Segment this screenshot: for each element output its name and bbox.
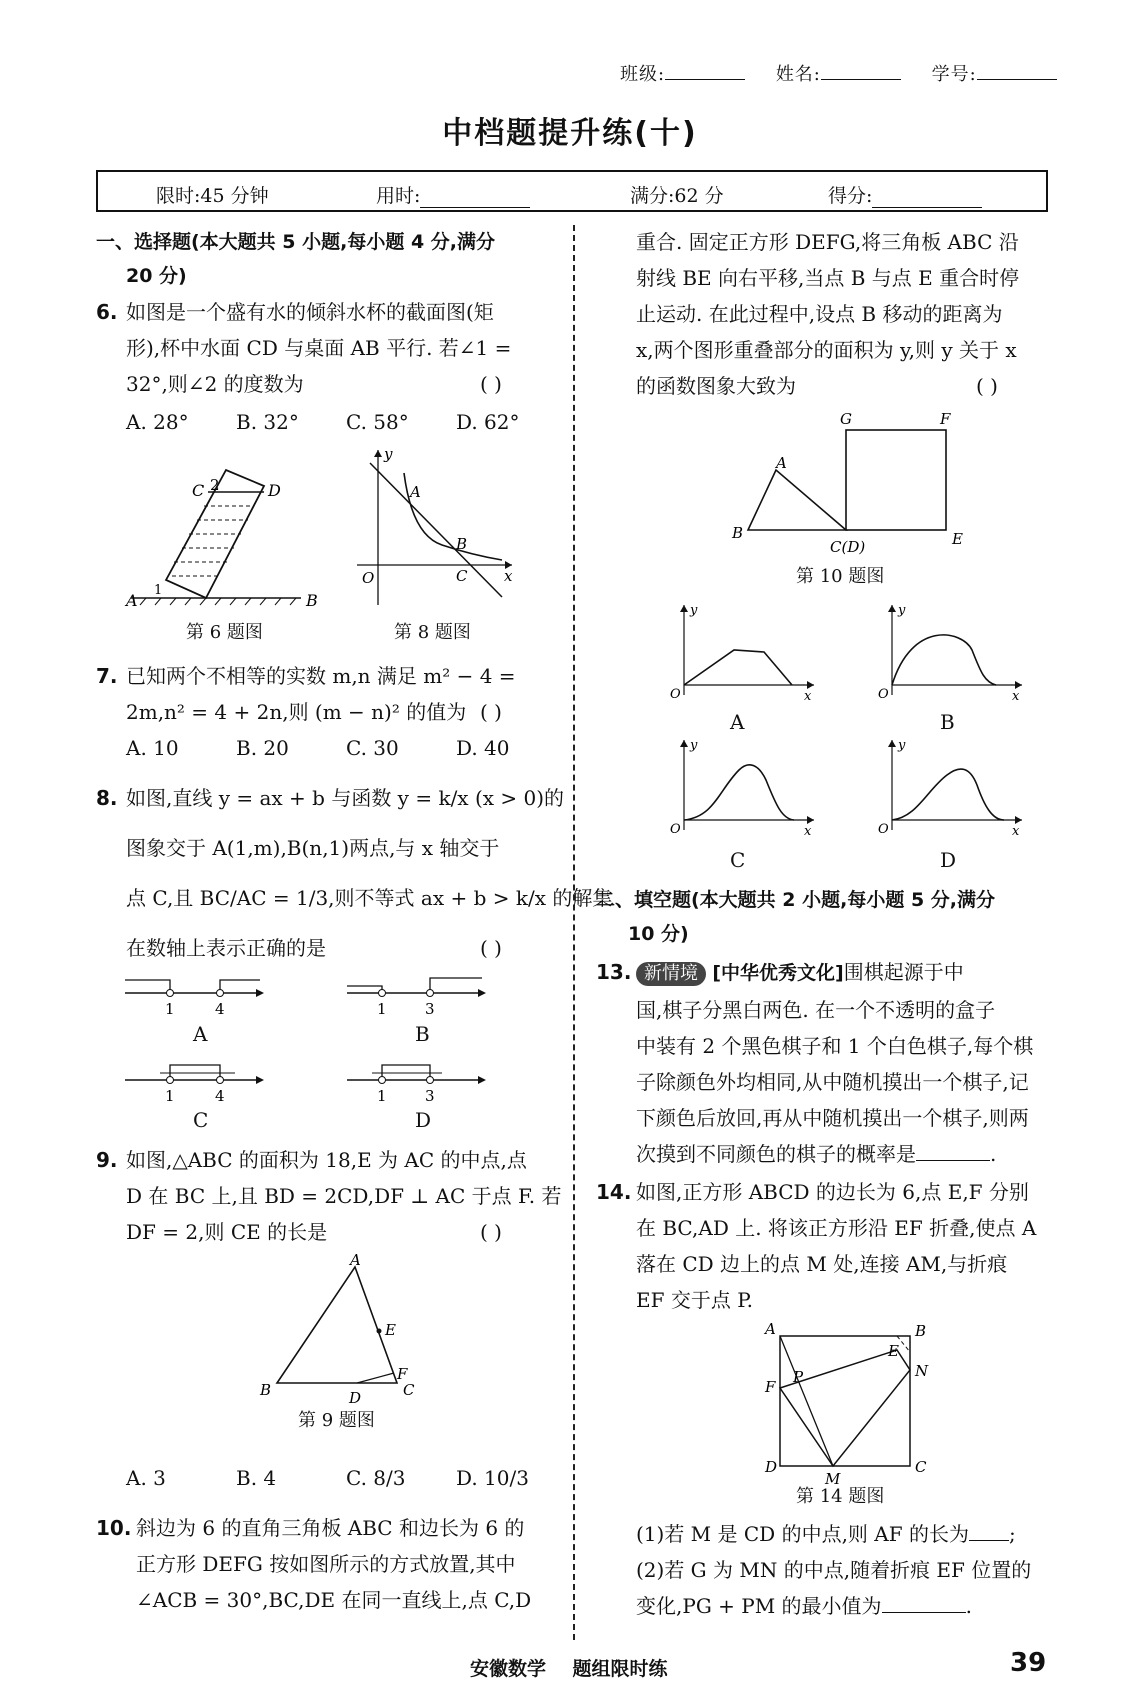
q8-number: 8. bbox=[96, 786, 118, 810]
q10-answer-paren[interactable]: ( ) bbox=[976, 374, 998, 398]
figure-6-caption: 第 6 题图 bbox=[186, 622, 263, 643]
svg-text:1: 1 bbox=[154, 583, 163, 598]
svg-text:O: O bbox=[878, 822, 889, 837]
q9-text: 如图,△ABC 的面积为 18,E 为 AC 的中点,点 bbox=[126, 1148, 527, 1172]
svg-text:N: N bbox=[915, 1362, 929, 1380]
svg-text:C: C bbox=[403, 1381, 415, 1399]
footer-book-title: 安徽数学 题组限时练 bbox=[470, 1658, 668, 1680]
numberline-label: 1 bbox=[165, 1000, 175, 1018]
q7-text: 已知两个不相等的实数 m,n 满足 m² − 4 = bbox=[126, 664, 516, 688]
svg-text:O: O bbox=[878, 687, 889, 702]
q6-text: 32°,则∠2 的度数为 bbox=[126, 372, 304, 396]
q7-option-a[interactable]: A. 10 bbox=[126, 736, 179, 760]
svg-text:C: C bbox=[192, 481, 205, 500]
class-label: 班级: bbox=[620, 64, 666, 85]
svg-text:A: A bbox=[765, 1320, 776, 1338]
svg-text:x: x bbox=[1012, 689, 1020, 704]
svg-text:2: 2 bbox=[210, 476, 220, 494]
page-title: 中档题提升练(十) bbox=[442, 116, 698, 151]
q13-lead bbox=[636, 960, 964, 986]
q13-answer-blank[interactable] bbox=[916, 1160, 990, 1161]
q8-answer-paren[interactable]: ( ) bbox=[480, 936, 502, 960]
q14-text: EF 交于点 P. bbox=[636, 1288, 753, 1312]
q14-part2-blank[interactable] bbox=[882, 1612, 966, 1613]
svg-text:D: D bbox=[765, 1458, 778, 1476]
name-blank[interactable] bbox=[821, 79, 901, 80]
figure-8-caption: 第 8 题图 bbox=[394, 622, 471, 643]
q10-text: 射线 BE 向右平移,当点 B 与点 E 重合时停 bbox=[636, 266, 1020, 290]
section2-heading: 二、填空题(本大题共 2 小题,每小题 5 分,满分 bbox=[596, 889, 996, 911]
q13-topic: [中华优秀文化] bbox=[712, 962, 844, 984]
page-number: 39 bbox=[1010, 1648, 1047, 1678]
student-info-fields bbox=[620, 60, 1081, 86]
graph-option-c bbox=[664, 735, 824, 845]
q13-text: 次摸到不同颜色的棋子的概率是 . bbox=[636, 1142, 997, 1166]
svg-text:B: B bbox=[306, 591, 318, 610]
svg-text:A: A bbox=[126, 591, 138, 610]
graph-option-d bbox=[872, 735, 1032, 845]
numberline-c-letter[interactable]: C bbox=[193, 1108, 209, 1132]
q9-option-d[interactable]: D. 10/3 bbox=[456, 1466, 529, 1490]
q14-number: 14. bbox=[596, 1180, 632, 1204]
svg-text:M: M bbox=[825, 1470, 841, 1488]
numberline-label: 1 bbox=[377, 1087, 387, 1105]
q6-answer-paren[interactable]: ( ) bbox=[480, 372, 502, 396]
svg-text:D: D bbox=[268, 481, 281, 500]
figure-6-cup bbox=[126, 460, 326, 610]
score: 得分: bbox=[828, 181, 982, 208]
q6-number: 6. bbox=[96, 300, 118, 324]
svg-text:x: x bbox=[804, 824, 812, 839]
svg-text:F: F bbox=[397, 1365, 408, 1383]
svg-text:E: E bbox=[888, 1342, 899, 1360]
svg-text:G: G bbox=[840, 410, 852, 428]
q9-option-b[interactable]: B. 4 bbox=[236, 1466, 277, 1490]
graph-option-a-letter[interactable]: A bbox=[730, 710, 745, 734]
q7-number: 7. bbox=[96, 664, 118, 688]
q7-answer-paren[interactable]: ( ) bbox=[480, 700, 502, 724]
figure-9-caption: 第 9 题图 bbox=[298, 1410, 375, 1431]
numberline-b-letter[interactable]: B bbox=[415, 1022, 430, 1046]
q8-text: 在数轴上表示正确的是 bbox=[126, 936, 326, 960]
figure-10-square-triangle bbox=[728, 408, 968, 558]
svg-text:A: A bbox=[410, 483, 421, 501]
q14-part1-blank[interactable] bbox=[969, 1540, 1009, 1541]
q9-option-c[interactable]: C. 8/3 bbox=[346, 1466, 406, 1490]
q14-text: 在 BC,AD 上. 将该正方形沿 EF 折叠,使点 A bbox=[636, 1216, 1037, 1240]
svg-text:x: x bbox=[1012, 824, 1020, 839]
full-score: 满分:62 分 bbox=[630, 185, 724, 207]
numberline-a bbox=[120, 968, 270, 1028]
svg-text:E: E bbox=[952, 530, 963, 548]
svg-text:y: y bbox=[690, 603, 698, 618]
figure-14-fold bbox=[755, 1320, 935, 1488]
q7-text: 2m,n² = 4 + 2n,则 (m − n)² 的值为 bbox=[126, 700, 467, 724]
q6-text: 形),杯中水面 CD 与桌面 AB 平行. 若∠1 = bbox=[126, 336, 512, 360]
q7-option-d[interactable]: D. 40 bbox=[456, 736, 510, 760]
svg-text:C: C bbox=[456, 567, 468, 585]
numberline-d-letter[interactable]: D bbox=[415, 1108, 432, 1132]
svg-text:x: x bbox=[504, 567, 513, 585]
svg-text:O: O bbox=[670, 822, 681, 837]
svg-text:O: O bbox=[670, 687, 681, 702]
q13-text: 下颜色后放回,再从中随机摸出一个棋子,则两 bbox=[636, 1106, 1029, 1130]
info-box bbox=[96, 170, 1048, 212]
time-used: 用时: bbox=[376, 181, 530, 208]
numberline-b bbox=[342, 968, 492, 1028]
svg-text:C(D): C(D) bbox=[830, 538, 866, 556]
q7-option-b[interactable]: B. 20 bbox=[236, 736, 289, 760]
q9-text: D 在 BC 上,且 BD = 2CD,DF ⊥ AC 于点 F. 若 bbox=[126, 1184, 562, 1208]
section1-heading-cont: 20 分) bbox=[126, 265, 187, 287]
q6-text: 如图是一个盛有水的倾斜水杯的截面图(矩 bbox=[126, 300, 494, 324]
svg-text:O: O bbox=[362, 569, 375, 587]
q9-option-a[interactable]: A. 3 bbox=[126, 1466, 166, 1490]
numberline-label: 1 bbox=[377, 1000, 387, 1018]
q10-text: x,两个图形重叠部分的面积为 y,则 y 关于 x bbox=[636, 338, 1017, 362]
numberline-a-letter[interactable]: A bbox=[193, 1022, 208, 1046]
q6-option-c[interactable]: C. 58° bbox=[346, 410, 409, 434]
q13-text: 子除颜色外均相同,从中随机摸出一个棋子,记 bbox=[636, 1070, 1029, 1094]
q6-option-b[interactable]: B. 32° bbox=[236, 410, 299, 434]
svg-text:A: A bbox=[776, 454, 787, 472]
svg-text:y: y bbox=[690, 738, 698, 753]
svg-text:P: P bbox=[793, 1368, 804, 1386]
q14-text: 如图,正方形 ABCD 的边长为 6,点 E,F 分别 bbox=[636, 1180, 1029, 1204]
q10-text: 斜边为 6 的直角三角板 ABC 和边长为 6 的 bbox=[136, 1516, 525, 1540]
q10-text: ∠ACB = 30°,BC,DE 在同一直线上,点 C,D bbox=[136, 1588, 532, 1612]
q13-text: 国,棋子分黑白两色. 在一个不透明的盒子 bbox=[636, 998, 996, 1022]
q9-text: DF = 2,则 CE 的长是 bbox=[126, 1220, 328, 1244]
graph-option-d-letter[interactable]: D bbox=[940, 848, 957, 872]
section1-heading: 一、选择题(本大题共 5 小题,每小题 4 分,满分 bbox=[96, 231, 496, 253]
q10-number: 10. bbox=[96, 1516, 132, 1540]
svg-text:y: y bbox=[384, 445, 393, 463]
q10-text: 重合. 固定正方形 DEFG,将三角板 ABC 沿 bbox=[636, 230, 1019, 254]
graph-option-b bbox=[872, 600, 1032, 710]
q9-number: 9. bbox=[96, 1148, 118, 1172]
q6-option-d[interactable]: D. 62° bbox=[456, 410, 520, 434]
svg-text:E: E bbox=[385, 1321, 396, 1339]
section2-heading-cont: 10 分) bbox=[628, 923, 689, 945]
graph-option-b-letter[interactable]: B bbox=[940, 710, 955, 734]
figure-9-triangle bbox=[255, 1251, 425, 1407]
svg-text:D: D bbox=[349, 1389, 362, 1407]
class-blank[interactable] bbox=[665, 79, 745, 80]
svg-text:y: y bbox=[898, 603, 906, 618]
svg-text:A: A bbox=[350, 1251, 361, 1269]
q13-text: 中装有 2 个黑色棋子和 1 个白色棋子,每个棋 bbox=[636, 1034, 1034, 1058]
column-divider bbox=[573, 225, 575, 1640]
figure-14-caption: 第 14 题图 bbox=[796, 1486, 885, 1507]
q8-text: 如图,直线 y = ax + b 与函数 y = k/x (x > 0)的 bbox=[126, 786, 565, 810]
svg-text:B: B bbox=[456, 535, 468, 553]
svg-text:F: F bbox=[940, 410, 951, 428]
svg-text:F: F bbox=[765, 1378, 776, 1396]
id-blank[interactable] bbox=[977, 79, 1057, 80]
new-situation-tag: 新情境 bbox=[636, 962, 706, 986]
numberline-d bbox=[342, 1055, 492, 1115]
q14-part2: (2)若 G 为 MN 的中点,随着折痕 EF 位置的 bbox=[636, 1558, 1032, 1582]
figure-8-graph bbox=[352, 445, 522, 610]
q14-part2-cont: 变化,PG + PM 的最小值为 . bbox=[636, 1594, 972, 1618]
q6-option-a[interactable]: A. 28° bbox=[126, 410, 189, 434]
svg-text:B: B bbox=[915, 1322, 927, 1340]
svg-text:y: y bbox=[898, 738, 906, 753]
numberline-label: 1 bbox=[165, 1087, 175, 1105]
q10-text: 的函数图象大致为 bbox=[636, 374, 796, 398]
name-label: 姓名: bbox=[775, 64, 821, 85]
q7-option-c[interactable]: C. 30 bbox=[346, 736, 399, 760]
figure-10-caption: 第 10 题图 bbox=[796, 566, 885, 587]
q13-text: 围棋起源于中 bbox=[843, 960, 964, 984]
svg-text:x: x bbox=[804, 689, 812, 704]
id-label: 学号: bbox=[931, 64, 977, 85]
graph-option-a bbox=[664, 600, 824, 710]
q13-number: 13. bbox=[596, 960, 632, 984]
q8-text: 点 C,且 BC/AC = 1/3,则不等式 ax + b > k/x 的解集 bbox=[126, 886, 613, 910]
svg-text:B: B bbox=[732, 524, 744, 542]
q8-text: 图象交于 A(1,m),B(n,1)两点,与 x 轴交于 bbox=[126, 836, 500, 860]
time-limit: 限时:45 分钟 bbox=[156, 185, 269, 207]
numberline-label: 4 bbox=[215, 1000, 225, 1018]
svg-text:C: C bbox=[915, 1458, 927, 1476]
numberline-label: 4 bbox=[215, 1087, 225, 1105]
q9-answer-paren[interactable]: ( ) bbox=[480, 1220, 502, 1244]
q10-text: 正方形 DEFG 按如图所示的方式放置,其中 bbox=[136, 1552, 516, 1576]
q14-text: 落在 CD 边上的点 M 处,连接 AM,与折痕 bbox=[636, 1252, 1008, 1276]
graph-option-c-letter[interactable]: C bbox=[730, 848, 746, 872]
numberline-label: 3 bbox=[425, 1000, 435, 1018]
numberline-label: 3 bbox=[425, 1087, 435, 1105]
q14-part1: (1)若 M 是 CD 的中点,则 AF 的长为 ; bbox=[636, 1522, 1016, 1546]
svg-text:B: B bbox=[260, 1381, 272, 1399]
q10-text: 止运动. 在此过程中,设点 B 移动的距离为 bbox=[636, 302, 1003, 326]
numberline-c bbox=[120, 1055, 270, 1115]
